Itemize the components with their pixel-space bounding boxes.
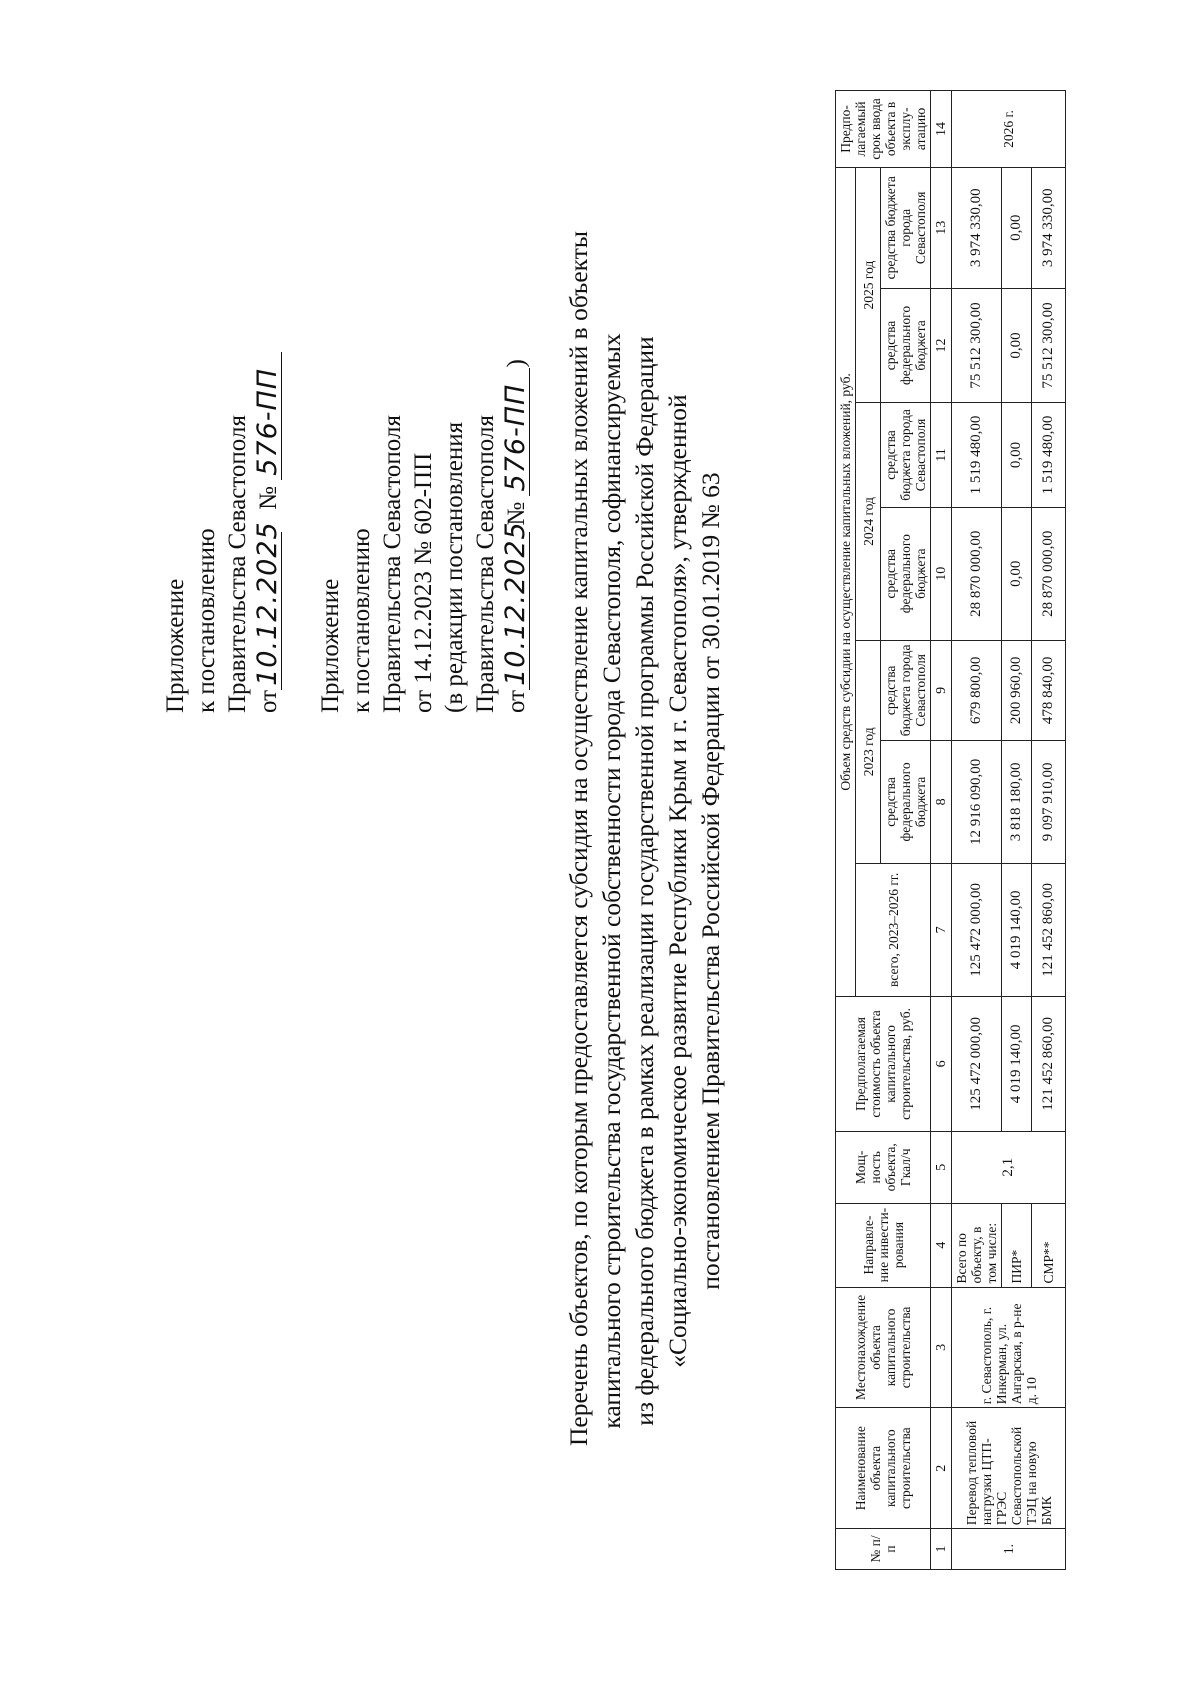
federal-2024-cell: 0,00	[1002, 507, 1032, 640]
federal-2024-cell: 28 870 000,00	[1032, 507, 1066, 640]
header-cell: Предпо-лагаемый срок ввода объекта в эксплу-атацию	[836, 91, 931, 168]
title-line: Перечень объектов, по которым предоставляется субсидия на осуществление капитальных вложений в объекты	[564, 231, 593, 1446]
header-cell: средства федерального бюджета	[881, 741, 931, 864]
city-2024-cell: 1 519 480,00	[952, 403, 1002, 507]
header-cell: всего, 2023–2026 гг.	[856, 863, 931, 996]
column-number-row	[931, 91, 952, 1570]
title-line: из федерального бюджета в рамках реализации государственной программы Российской Федерации	[630, 336, 659, 1426]
handwritten-number: 576-ПП	[255, 352, 282, 480]
federal-2025-cell: 75 512 300,00	[1032, 288, 1066, 403]
total-cell: 4 019 140,00	[1002, 863, 1032, 996]
city-2024-cell: 0,00	[1002, 403, 1032, 507]
header-cell: Направле-ние инвести-рования	[836, 1203, 931, 1287]
header-row	[836, 91, 856, 1570]
object-number: 1.	[952, 1529, 1066, 1570]
investment-direction: ПИР*	[1002, 1203, 1032, 1287]
header-cell: Наименование объекта капитального строительства	[836, 1408, 931, 1529]
closing-paren: )	[503, 359, 530, 368]
city-2023-cell: 478 840,00	[1032, 640, 1066, 740]
city-2025-cell: 3 974 330,00	[952, 167, 1002, 288]
objects-table-wrapper	[835, 90, 1066, 1570]
handwritten-date: 10.12.2025	[503, 532, 530, 690]
number-prefix: №	[255, 486, 282, 510]
appendix-block-current	[160, 352, 284, 713]
appendix-date-line	[253, 352, 284, 713]
number-prefix: №	[503, 501, 530, 526]
total-cell: 121 452 860,00	[1032, 863, 1066, 996]
commission-date: 2026 г.	[952, 91, 1066, 168]
column-number: 7	[931, 863, 952, 996]
federal-2025-cell: 75 512 300,00	[952, 288, 1002, 403]
header-cell: Местонахождение объекта капитального строительства	[836, 1287, 931, 1408]
federal-2023-cell: 3 818 180,00	[1002, 741, 1032, 864]
table-row	[952, 91, 1002, 1570]
federal-2025-cell: 0,00	[1002, 288, 1032, 403]
column-number: 8	[931, 741, 952, 864]
header-cell: средства бюджета города Севастополя	[881, 167, 931, 288]
header-cell: № п/п	[836, 1529, 931, 1570]
city-2025-cell: 0,00	[1002, 167, 1032, 288]
appendix-line: от 14.12.2023 № 602-ПП	[410, 452, 437, 713]
appendix-line: Правительства Севастополя	[379, 415, 406, 713]
from-prefix: от	[503, 689, 530, 713]
investment-direction: СМР**	[1032, 1203, 1066, 1287]
appendix-line: к постановлению	[193, 528, 220, 713]
header-cell: Предполагаемая стоимость объекта капитального строительства, руб.	[836, 996, 931, 1131]
handwritten-number: 576-ПП	[503, 368, 530, 496]
column-number: 3	[931, 1287, 952, 1408]
header-cell: средства федерального бюджета	[881, 507, 931, 640]
column-number: 5	[931, 1131, 952, 1203]
city-2025-cell: 3 974 330,00	[1032, 167, 1066, 288]
title-line: постановлением Правительства Российской Федерации от 30.01.2019 № 63	[696, 472, 725, 1290]
cost-cell: 4 019 140,00	[1002, 996, 1032, 1131]
objects-table	[835, 90, 1066, 1570]
header-cell: 2023 год	[856, 640, 881, 863]
from-prefix: от	[255, 689, 282, 713]
federal-2023-cell: 12 916 090,00	[952, 741, 1002, 864]
city-2023-cell: 200 960,00	[1002, 640, 1032, 740]
header-cell: 2025 год	[856, 167, 881, 402]
column-number: 13	[931, 167, 952, 288]
appendix-line: (в редакции постановления	[441, 421, 468, 713]
column-number: 1	[931, 1529, 952, 1570]
column-number: 6	[931, 996, 952, 1131]
city-2024-cell: 1 519 480,00	[1032, 403, 1066, 507]
federal-2023-cell: 9 097 910,00	[1032, 741, 1066, 864]
column-number: 2	[931, 1408, 952, 1529]
header-cell: Объем средств субсидии на осуществление капитальных вложений, руб.	[836, 167, 856, 996]
federal-2024-cell: 28 870 000,00	[952, 507, 1002, 640]
column-number: 14	[931, 91, 952, 168]
appendix-line: Приложение	[162, 578, 189, 713]
appendix-date-line	[501, 359, 532, 713]
title-line: капитального строительства государственной собственности города Севастополя, софинансируемых	[597, 333, 626, 1429]
document-title	[562, 231, 727, 1446]
appendix-line: к постановлению	[348, 528, 375, 713]
investment-direction: Всего по объекту, в том числе:	[952, 1203, 1002, 1287]
header-cell: средства бюджета города Севастополя	[881, 403, 931, 507]
object-capacity: 2,1	[952, 1131, 1066, 1203]
title-line: «Социально-экономическое развитие Республики Крым и г. Севастополя», утвержденной	[663, 394, 692, 1368]
handwritten-date: 10.12.2025	[255, 532, 282, 690]
object-name: Перевод тепловой нагрузки ЦТП-ГРЭС Севастопольской ТЭЦ на новую БМК	[952, 1408, 1066, 1529]
appendix-block-previous	[315, 359, 532, 713]
cost-cell: 125 472 000,00	[952, 996, 1002, 1131]
header-cell: Мощ-ность объекта, Гкал/ч	[836, 1131, 931, 1203]
total-cell: 125 472 000,00	[952, 863, 1002, 996]
column-number: 12	[931, 288, 952, 403]
header-cell: 2024 год	[856, 403, 881, 640]
column-number: 4	[931, 1203, 952, 1287]
cost-cell: 121 452 860,00	[1032, 996, 1066, 1131]
appendix-line: Правительства Севастополя	[472, 415, 499, 713]
city-2023-cell: 679 800,00	[952, 640, 1002, 740]
header-cell: средства бюджета города Севастополя	[881, 640, 931, 740]
column-number: 11	[931, 403, 952, 507]
appendix-line: Приложение	[317, 578, 344, 713]
column-number: 9	[931, 640, 952, 740]
object-location: г. Севастополь, г. Инкерман, ул. Ангарская, в р-не д. 10	[952, 1287, 1066, 1408]
column-number: 10	[931, 507, 952, 640]
header-cell: средства федерального бюджета	[881, 288, 931, 403]
appendix-line: Правительства Севастополя	[224, 415, 251, 713]
